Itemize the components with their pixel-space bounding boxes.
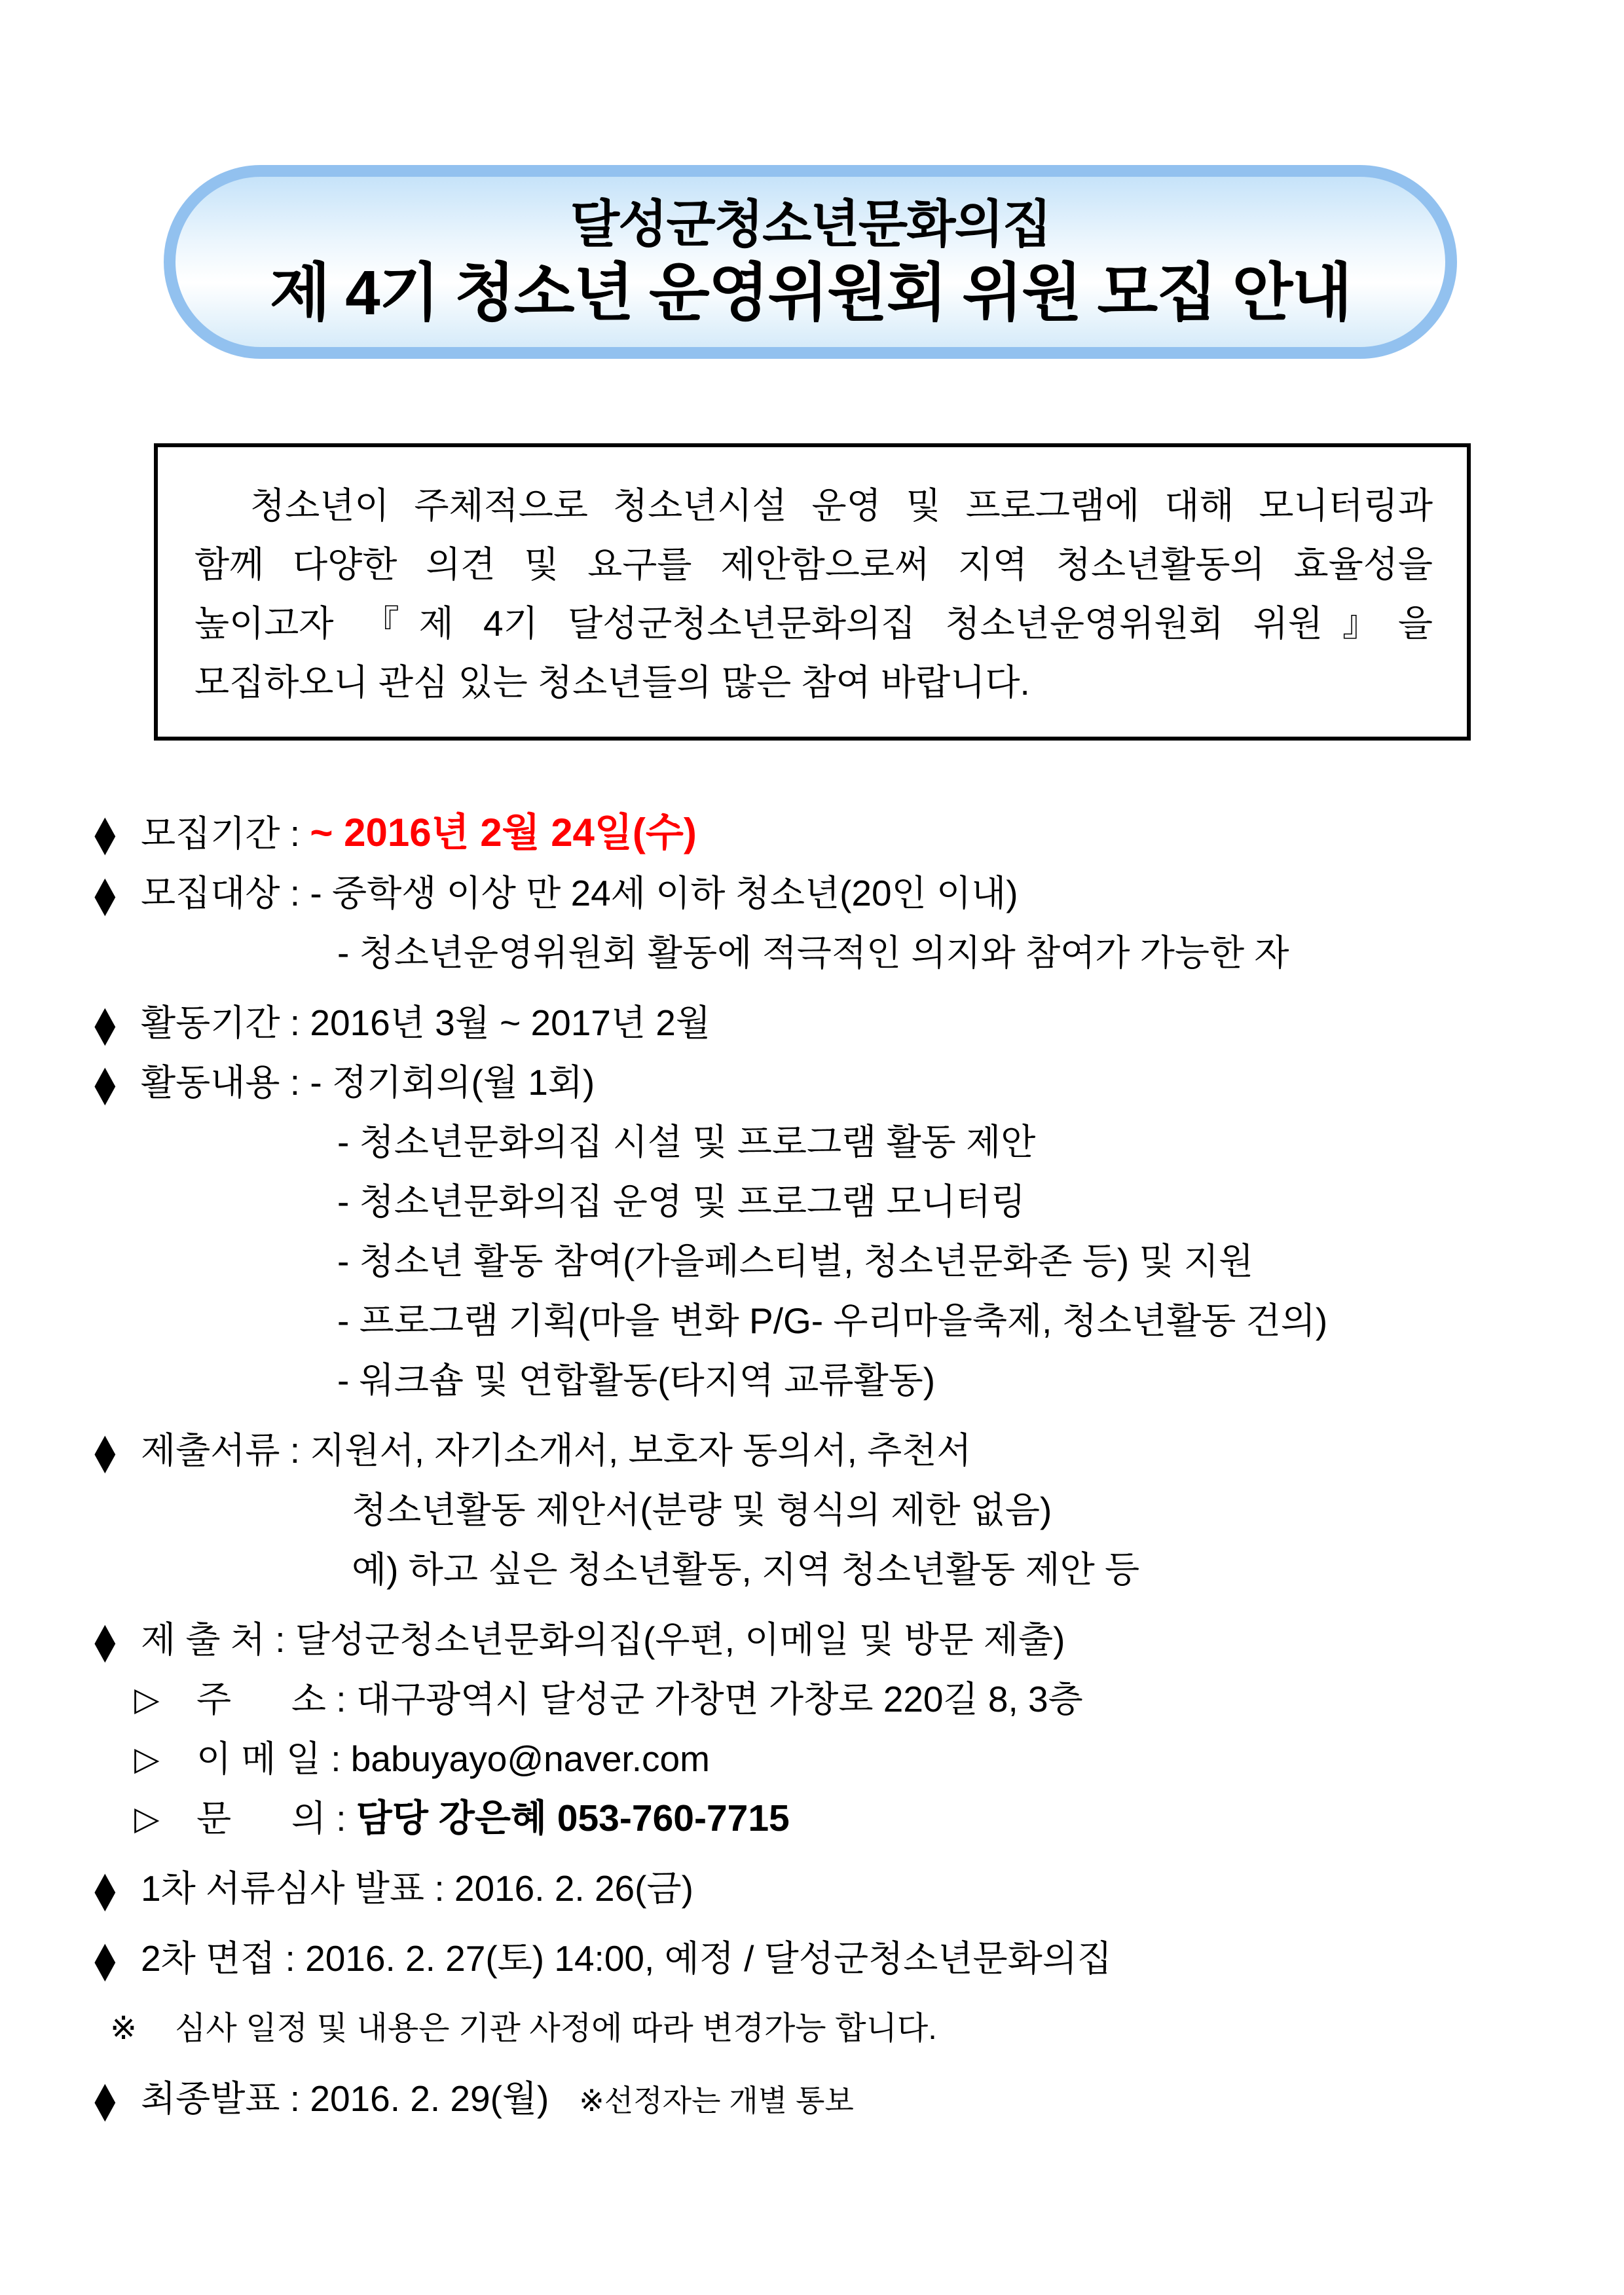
list-item-text: 제출서류 : 지원서, 자기소개서, 보호자 동의서, 추천서	[141, 1430, 972, 1471]
list-item	[0, 1480, 1624, 1540]
list-item	[0, 1053, 1624, 1112]
list-item	[0, 993, 1624, 1053]
list-item-text: 담당 강은혜 053-760-7715	[356, 1797, 790, 1839]
list-item-text: 심사 일정 및 내용은 기관 사정에 따라 변경가능 합니다.	[175, 2011, 937, 2046]
list-item-text: - 청소년운영위원회 활동에 적극적인 의지와 참여가 가능한 자	[337, 932, 1289, 973]
list-item-text: 제 출 처 : 달성군청소년문화의집(우편, 이메일 및 방문 제출)	[141, 1619, 1065, 1660]
list-item	[0, 1729, 1624, 1789]
list-item	[0, 1351, 1624, 1410]
triangle-bullet-icon: ▷	[134, 1740, 160, 1777]
title-banner	[164, 165, 1457, 359]
list-item-text: ~ 2016년 2월 24일(수)	[310, 811, 697, 854]
list-item	[0, 1112, 1624, 1172]
diamond-bullet-icon: ◆	[94, 1423, 116, 1478]
diamond-bullet-icon: ◆	[94, 995, 116, 1051]
list-item	[0, 1291, 1624, 1351]
intro-line: 함께 다양한 의견 및 요구를 제안함으로써 지역 청소년활동의 효율성을	[194, 544, 1433, 585]
list-item-text: 활동기간 : 2016년 3월 ~ 2017년 2월	[141, 1002, 711, 1043]
diamond-bullet-icon: ◆	[94, 1861, 116, 1917]
diamond-bullet-icon: ◆	[94, 1055, 116, 1111]
list-item	[0, 1789, 1624, 1848]
intro-line: 청소년이 주체적으로 청소년시설 운영 및 프로그램에 대해 모니터링과	[250, 485, 1433, 526]
org-title: 달성군청소년문화의집	[570, 195, 1051, 253]
list-item-text: 모집대상 : - 중학생 이상 만 24세 이하 청소년(20인 이내)	[141, 873, 1018, 913]
list-item	[0, 864, 1624, 923]
diamond-bullet-icon: ◆	[94, 1612, 116, 1668]
list-item-text: 1차 서류심사 발표 : 2016. 2. 26(금)	[141, 1868, 693, 1909]
list-item-text: - 청소년문화의집 운영 및 프로그램 모니터링	[337, 1181, 1026, 1222]
list-item-text: 활동내용 : - 정기회의(월 1회)	[141, 1062, 595, 1103]
list-item-text: 청소년활동 제안서(분량 및 형식의 제한 없음)	[352, 1490, 1052, 1530]
list-item-text: - 프로그램 기획(마을 변화 P/G- 우리마을축제, 청소년활동 건의)	[337, 1300, 1328, 1341]
diamond-bullet-icon: ◆	[94, 2071, 116, 2127]
list-item	[0, 1232, 1624, 1291]
list-item-text: - 워크숍 및 연합활동(타지역 교류활동)	[337, 1360, 936, 1401]
list-item-text: - 청소년 활동 참여(가을페스티벌, 청소년문화존 등) 및 지원	[337, 1241, 1254, 1281]
list-item	[0, 1859, 1624, 1919]
intro-box	[154, 443, 1471, 741]
list-item	[0, 2069, 1624, 2131]
intro-line: 높이고자 『제 4기 달성군청소년문화의집 청소년운영위원회 위원』을	[194, 603, 1433, 644]
list-item	[0, 1172, 1624, 1232]
list-item	[0, 1540, 1624, 1600]
announcement-list	[0, 803, 1624, 2131]
diamond-bullet-icon: ◆	[94, 1931, 116, 1987]
triangle-bullet-icon: ▷	[134, 1681, 160, 1717]
list-item	[0, 1999, 1624, 2059]
list-item	[0, 923, 1624, 983]
list-item-text: ※선정자는 개별 통보	[579, 2084, 854, 2118]
list-item-text: 2차 면접 : 2016. 2. 27(토) 14:00, 예정 / 달성군청소년문화의집	[141, 1938, 1112, 1979]
page-title: 제 4기 청소년 운영위원회 위원 모집 안내	[269, 258, 1352, 328]
diamond-bullet-icon: ◆	[94, 805, 116, 860]
list-item	[0, 1610, 1624, 1670]
list-item-text: 이 메 일 : babuyayo@naver.com	[196, 1738, 710, 1779]
list-item	[0, 803, 1624, 864]
list-item	[0, 1670, 1624, 1729]
list-item-text: 모집기간 :	[141, 813, 310, 854]
list-item-text: - 청소년문화의집 시설 및 프로그램 활동 제안	[337, 1122, 1036, 1162]
list-item-text: 문 의 :	[196, 1798, 356, 1839]
reference-mark-icon: ※	[110, 2011, 138, 2046]
list-item-text: 최종발표 : 2016. 2. 29(월)	[141, 2078, 580, 2119]
list-item-text: 예) 하고 싶은 청소년활동, 지역 청소년활동 제안 등	[352, 1549, 1140, 1590]
diamond-bullet-icon: ◆	[94, 866, 116, 921]
list-item-text: 주 소 : 대구광역시 달성군 가창면 가창로 220길 8, 3층	[196, 1679, 1083, 1719]
intro-line: 모집하오니 관심 있는 청소년들의 많은 참여 바랍니다.	[194, 662, 1030, 703]
list-item	[0, 1421, 1624, 1480]
list-item	[0, 1929, 1624, 1989]
triangle-bullet-icon: ▷	[134, 1800, 160, 1837]
